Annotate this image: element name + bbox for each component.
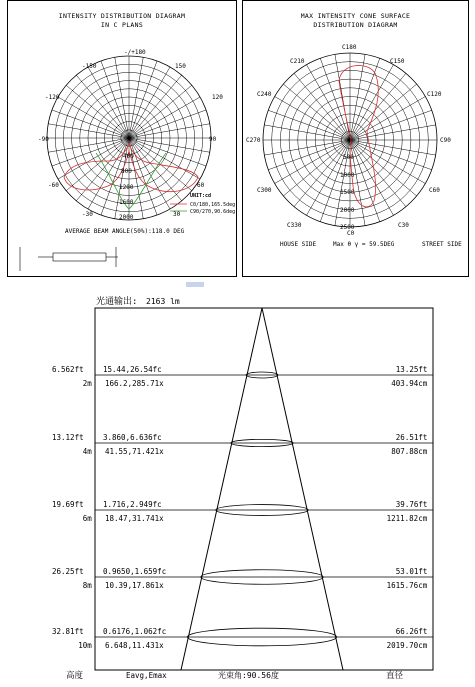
height-ft: 19.69ft [52, 500, 84, 509]
street-side-label: STREET SIDE [422, 241, 462, 248]
ring-label-400: 400 [123, 153, 134, 160]
diameter-ft: 13.25ft [395, 365, 428, 374]
legend-c90-270: C90/270,90.6deg [190, 209, 236, 215]
diameter-ft: 26.51ft [395, 433, 428, 442]
plane-label-c60: C60 [429, 187, 440, 194]
max-angle-label: Max θ γ = 59.5DEG [333, 241, 395, 248]
ring-label-1500: 1500 [340, 189, 355, 196]
intensity-title-line1: INTENSITY DISTRIBUTION DIAGRAM [58, 12, 186, 20]
angle-label-m120: -120 [45, 94, 60, 101]
plane-label-c120: C120 [427, 91, 442, 98]
angle-label-m30: -30 [82, 211, 93, 218]
diameter-cm: 2019.70cm [386, 641, 428, 650]
center-label: 0 [128, 136, 132, 143]
ring-label-2000: 2000 [119, 214, 134, 221]
illuminance-lx: 6.648,11.431x [105, 641, 164, 650]
height-m: 2m [82, 379, 92, 388]
illuminance-fc: 15.44,26.54fc [103, 365, 162, 374]
footer-beam-angle: 光束角:90.56度 [218, 671, 279, 680]
ring-label-500: 500 [343, 154, 354, 161]
footer-height: 高度 [66, 671, 84, 681]
height-ft: 6.562ft [52, 365, 84, 374]
diameter-ft: 39.76ft [395, 500, 428, 509]
illuminance-lx: 41.55,71.421x [105, 447, 164, 456]
footer-diameter: 直径 [386, 671, 404, 681]
ring-label-1200: 1200 [119, 184, 134, 191]
diameter-cm: 807.88cm [391, 447, 428, 456]
height-ft: 32.81ft [52, 627, 84, 636]
diameter-ft: 53.01ft [395, 567, 428, 576]
center-label: 0 [347, 137, 351, 144]
ring-label-2500: 2500 [340, 224, 355, 231]
cone-right-edge [262, 308, 343, 670]
cone-left-edge [181, 308, 262, 670]
plane-label-c180: C180 [342, 44, 357, 51]
illuminance-lx: 10.39,17.861x [105, 581, 164, 590]
legend-c0-180: C0/180,165.5deg [190, 202, 236, 208]
flux-label: 光通输出: [96, 297, 138, 307]
diameter-cm: 403.94cm [391, 379, 428, 388]
ring-label-1600: 1600 [119, 199, 134, 206]
unit-label: UNIT:cd [190, 193, 212, 199]
angle-label-m150: -150 [82, 63, 97, 70]
ring-label-1000: 1000 [340, 172, 355, 179]
angle-label-30: 30 [173, 211, 181, 218]
plane-label-c150: C150 [390, 58, 405, 65]
height-m: 6m [82, 514, 92, 523]
beam-angle-note: AVERAGE BEAM ANGLE(50%):118.0 DEG [65, 228, 185, 235]
plane-label-c0: C0 [347, 230, 355, 237]
footer-eavg: Eavg,Emax [126, 671, 167, 680]
angle-label-m90: -90 [38, 136, 49, 143]
angle-label-150: 150 [175, 63, 186, 70]
height-ft: 26.25ft [52, 567, 84, 576]
illuminance-lx: 166.2,285.71x [105, 379, 164, 388]
angle-label-60: 60 [197, 182, 205, 189]
angle-label-90: 90 [209, 136, 217, 143]
angle-label-m60: -60 [48, 182, 59, 189]
plane-label-c210: C210 [290, 58, 305, 65]
flux-value: 2163 lm [146, 297, 180, 306]
cone-frame [95, 308, 433, 670]
plane-label-c30: C30 [398, 222, 409, 229]
cone-surface-title-line1: MAX INTENSITY CONE SURFACE [300, 12, 411, 20]
angle-label-120: 120 [212, 94, 223, 101]
ring-label-800: 800 [121, 168, 132, 175]
diameter-cm: 1615.76cm [386, 581, 428, 590]
illuminance-lx: 18.47,31.741x [105, 514, 164, 523]
plane-label-c300: C300 [257, 187, 272, 194]
diameter-ft: 66.26ft [395, 627, 428, 636]
plane-label-c330: C330 [287, 222, 302, 229]
house-side-label: HOUSE SIDE [280, 241, 317, 248]
cone-surface-title-line2: DISTRIBUTION DIAGRAM [313, 21, 398, 29]
plane-label-c240: C240 [257, 91, 272, 98]
height-ft: 13.12ft [52, 433, 84, 442]
height-m: 8m [82, 581, 92, 590]
diameter-cm: 1211.82cm [386, 514, 428, 523]
illuminance-fc: 0.6176,1.062fc [103, 627, 167, 636]
intensity-title-line2: IN C PLANS [100, 21, 144, 29]
illuminance-fc: 0.9650,1.659fc [103, 567, 167, 576]
plane-label-c90: C90 [440, 137, 451, 144]
height-m: 4m [82, 447, 92, 456]
illuminance-fc: 3.860,6.636fc [103, 433, 162, 442]
plane-label-c270: C270 [246, 137, 261, 144]
ring-label-2000: 2000 [340, 207, 355, 214]
angle-label-top: -/+180 [124, 49, 146, 56]
illuminance-fc: 1.716,2.949fc [103, 500, 162, 509]
height-m: 10m [78, 641, 92, 650]
